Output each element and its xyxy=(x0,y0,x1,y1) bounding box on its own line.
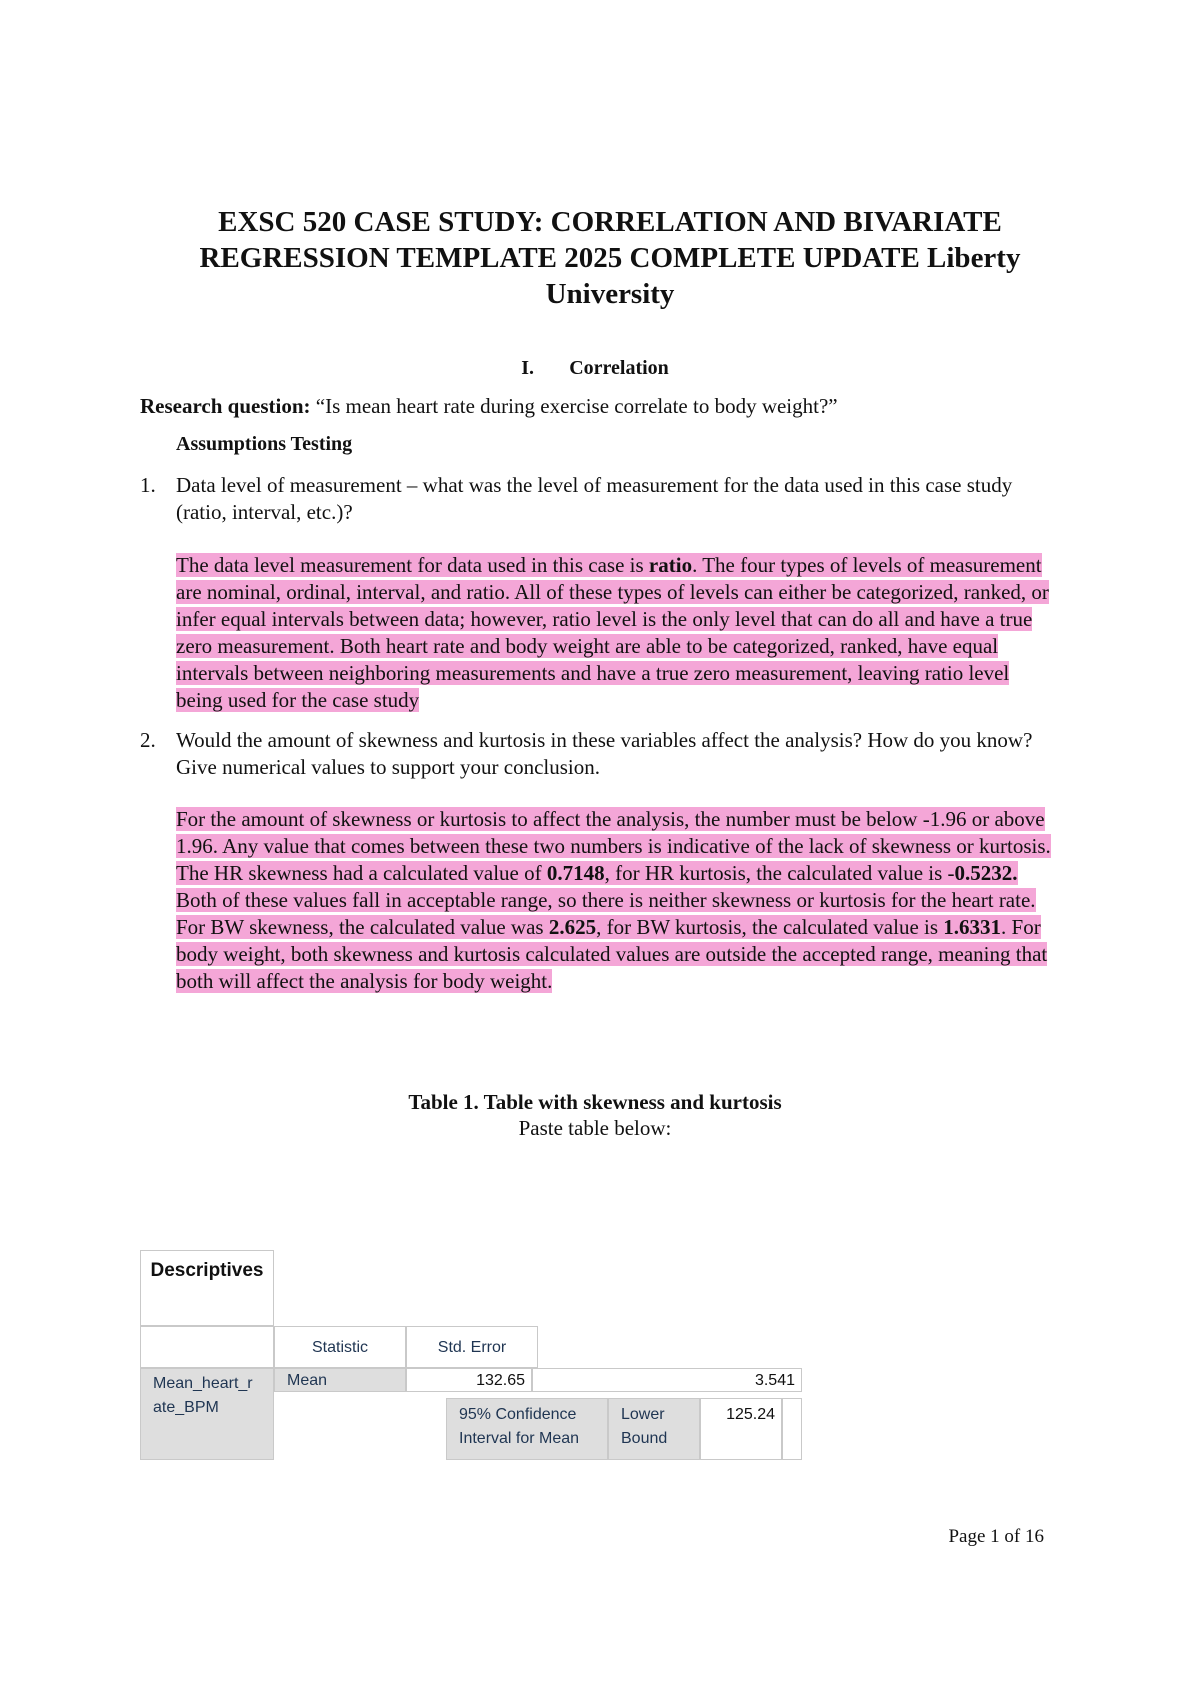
question-text: Would the amount of skewness and kurtosis in these variables affect the analysis? How do you know? Give numerical values to support your conclusion. xyxy=(176,728,1033,779)
table-gap xyxy=(274,1392,446,1460)
table-title: Table 1. Table with skewness and kurtosis xyxy=(408,1090,782,1114)
column-header-statistic: Statistic xyxy=(274,1326,406,1368)
answer-bold-value: 0.7148 xyxy=(546,861,605,885)
answer-bold-value: 0.5232. xyxy=(954,861,1018,885)
document-title: EXSC 520 CASE STUDY: CORRELATION AND BIVARIATE REGRESSION TEMPLATE 2025 COMPLETE UPDATE Liberty University xyxy=(199,206,1021,310)
row-label-mean: Mean xyxy=(274,1368,406,1392)
section-title: Correlation xyxy=(569,357,669,379)
answer-text: Both of these values fall in acceptable range, so there is neither skewness or kurtosis for the heart rate. For BW skewness, the calculated value was xyxy=(176,888,1036,939)
column-header-std-error: Std. Error xyxy=(406,1326,538,1368)
question-number: 2. xyxy=(140,728,156,752)
mean-value-cell: 132.65 xyxy=(406,1368,532,1392)
answer-1 xyxy=(176,552,1056,714)
answer-bold-value: 1.6331 xyxy=(943,915,1002,939)
answer-highlight xyxy=(176,807,1051,993)
section-heading xyxy=(0,357,1190,380)
row-header-variable: Mean_heart_rate_BPM xyxy=(140,1368,274,1460)
answer-bold-value: 2.625 xyxy=(548,915,597,939)
mean-std-error-cell: 3.541 xyxy=(532,1368,802,1392)
assumptions-heading: Assumptions Testing xyxy=(176,433,353,455)
answer-text: . For body weight, both skewness and kurtosis calculated values are outside the accepted range, meaning that both will affect the analysis for body weight. xyxy=(176,915,1048,993)
row-label-lower-bound: Lower Bound xyxy=(608,1398,700,1460)
research-question xyxy=(140,394,838,419)
table-header-blank xyxy=(140,1326,274,1368)
answer-text: The data level measurement for data used in this case is xyxy=(176,553,649,577)
answer-text: , for BW kurtosis, the calculated value is xyxy=(596,915,944,939)
answer-highlight xyxy=(176,553,1049,712)
answer-text: . The four types of levels of measurement are nominal, ordinal, interval, and ratio. All of these types of levels can either be categorized, ranked, or infer equal intervals between data; however, ratio level is the only level that can do all and have a true zero measurement. Both heart rate and body weight are able to be categorized, ranked, have equal intervals between neighboring measurements and have a true zero measurement, leaving ratio level being used for the case study xyxy=(176,553,1049,712)
lower-bound-empty-cell xyxy=(782,1398,802,1460)
section-number: I. xyxy=(521,357,534,379)
research-question-text: “Is mean heart rate during exercise correlate to body weight?” xyxy=(315,394,838,418)
question-text: Data level of measurement – what was the level of measurement for the data used in this case study (ratio, interval, etc.)? xyxy=(176,473,1013,524)
question-1 xyxy=(140,472,1060,526)
question-number: 1. xyxy=(140,473,156,497)
answer-text: , for HR kurtosis, the calculated value is - xyxy=(604,861,955,885)
table-header-title: Descriptives xyxy=(140,1250,274,1326)
table-subtitle: Paste table below: xyxy=(518,1116,672,1140)
answer-text: For the amount of skewness or kurtosis to affect the analysis, the number must be below -1.96 or above 1.96. Any value that comes between these two numbers is indicative of the lack of skewness or kurtosis. The HR skewness had a calculated value of xyxy=(176,807,1051,885)
page-number: Page 1 of 16 xyxy=(948,1526,1044,1547)
research-label: Research question: xyxy=(140,394,311,418)
lower-bound-value-cell: 125.24 xyxy=(700,1398,782,1460)
answer-bold-value: ratio xyxy=(648,553,693,577)
answer-2 xyxy=(176,806,1056,995)
row-label-ci: 95% Confidence Interval for Mean xyxy=(446,1398,608,1460)
question-2 xyxy=(140,727,1060,781)
